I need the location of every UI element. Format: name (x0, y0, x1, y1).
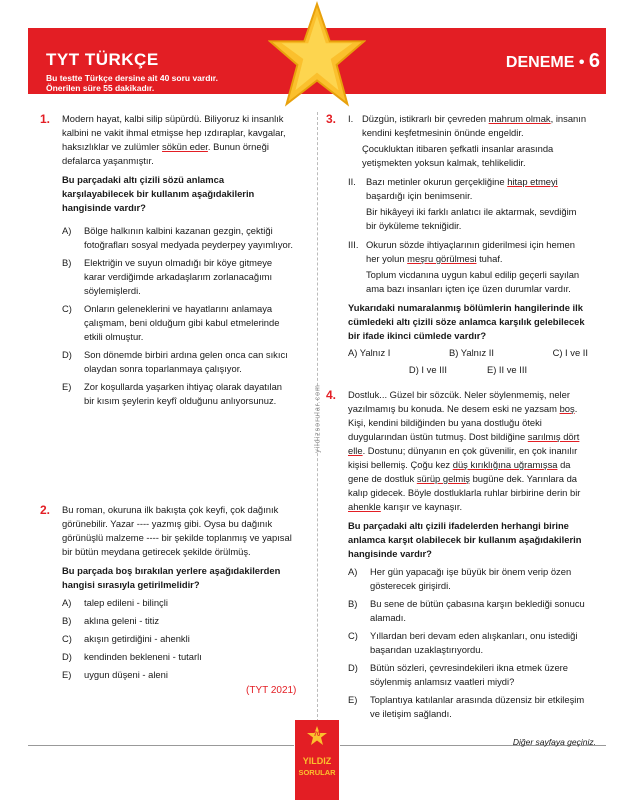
option-letter: E) (62, 669, 72, 680)
option-d[interactable] (62, 650, 294, 664)
option-letter: A) (62, 225, 72, 236)
underlined-phrase: meşru görülmesi (407, 253, 477, 264)
text-segment: Modern hayat, kalbi silip süpürdü. Biliyoruz ki insanlık kalbini ne vakit ihmal etmişse hep ızdıraplar, kavgalar, haksızlıklar ve zulümler (62, 113, 286, 152)
option-e[interactable]: E) II ve III (486, 364, 528, 375)
option-b[interactable]: B) Yalnız II (448, 347, 494, 358)
option-a[interactable]: A) Yalnız I (348, 347, 391, 358)
option-letter: A) (62, 597, 72, 608)
underlined-phrase: sürüp gelmiş (416, 473, 470, 484)
option-text: kendinden bekleneni - tutarlı (84, 651, 202, 662)
deneme-label (506, 50, 600, 73)
footer-rule-left (28, 745, 294, 746)
test-info-line1: Bu testte Türkçe dersine ait 40 soru vardır. (46, 73, 218, 83)
text-segment: da gene de dostluk (348, 459, 571, 484)
sub-sentence: Toplum vicdanına uygun kabul edilip geçerli sayılan ama bazı insanları içten içe üzen durumlar vardır. (366, 269, 580, 294)
underlined-phrase: sarılmış dört elle (348, 431, 580, 456)
side-watermark (306, 365, 328, 485)
option-text: Bütün sözleri, çevresindekileri ikna etmek üzere söylenmiş anlamsız vaatleri miydi? (370, 662, 569, 687)
question-4 (326, 388, 588, 721)
option-text: Her gün yapacağı işe büyük bir önem verip özen gösterecek girişirdi. (370, 566, 572, 591)
logo-line2: SORULAR (298, 768, 336, 777)
roman-item-3 (348, 238, 588, 296)
option-e[interactable] (348, 693, 588, 721)
question-number: 3. (326, 112, 337, 126)
sub-sentence: Çocukluktan itibaren şefkatli insanlar arasında yetişmekten yoksun kalmak, tehlikelidir. (362, 143, 554, 168)
text-segment: . Bunun örneği defalarca yaşanmıştır. (62, 141, 269, 166)
text-segment: tuhaf. (476, 253, 503, 264)
question-stem: Yukarıdaki numaralanmış bölümlerin hangilerinde ilk cümledeki altı çizili söze anlamca karşılık gelebilecek bir ifade ikinci cümlede vardır? (348, 302, 585, 341)
option-text: Bu sene de bütün çabasına karşın beklediği sonucu alamadı. (370, 598, 585, 623)
text-segment: . Dostunu; dünyanın en çok güvenilir, en çok inanılır kişisi bellemiş. Çoğu kez (348, 445, 578, 470)
logo-line1: YILDIZ (302, 756, 332, 766)
underlined-phrase: hitap etmeyi (507, 176, 558, 187)
question-number: 1. (40, 112, 51, 126)
option-c[interactable] (62, 302, 294, 344)
roman-numeral: III. (348, 239, 359, 250)
option-letter: C) (62, 303, 72, 314)
text-segment: Dostluk... Güzel bir sözcük. Neler söylenmemiş, neler yazılmamış bu konuda. Ne desem eski ne yazsam (348, 389, 570, 414)
option-letter: D) (62, 349, 72, 360)
test-info (46, 73, 306, 93)
option-c[interactable] (348, 629, 588, 657)
option-b[interactable] (348, 597, 588, 625)
option-e[interactable] (62, 380, 294, 408)
option-text: talep edileni - bilinçli (84, 597, 168, 608)
option-b[interactable] (62, 614, 294, 628)
option-c[interactable]: C) I ve II (552, 347, 588, 358)
question-1 (40, 112, 294, 408)
option-letter: E) (62, 381, 72, 392)
option-letter: D) (62, 651, 72, 662)
next-page-note: Diğer sayfaya geçiniz. (512, 737, 596, 747)
question-number: 4. (326, 388, 337, 402)
sub-sentence: Bir hikâyeyi iki farklı anlatıcı ile aktarmak, sevdiğim bir öyküleme tekniğidir. (366, 206, 577, 231)
option-text: aklına geleni - titiz (84, 615, 160, 626)
question-number: 2. (40, 503, 51, 517)
roman-item-2 (348, 175, 588, 233)
option-text: Zor koşullarda yaşarken ihtiyaç olarak dayatılan bir kısım şeylerin keyfî olduğunu anlıyorsunuz. (84, 381, 283, 406)
option-letter: D) (348, 662, 358, 673)
option-a[interactable] (62, 596, 294, 610)
question-text (62, 112, 294, 168)
option-text: Bölge halkının kalbini kazanan gezgin, çektiği fotoğrafları sosyal medyada peyderpey yayımlıyor. (84, 225, 293, 250)
question-text (348, 388, 588, 514)
deneme-dot: • (578, 54, 585, 71)
option-text: Elektriğin ve suyun olmadığı bir köye gitmeye karar verdiğimde arkadaşlarım zorlanacağımı söylemişlerdi. (84, 257, 273, 296)
question-stem: Bu parçada boş bırakılan yerlere aşağıdakilerden hangisi sırasıyla getirilmelidir? (62, 565, 281, 590)
option-letter: B) (62, 257, 72, 268)
underlined-phrase: mahrum olmak (488, 113, 551, 124)
option-letter: A) (348, 566, 358, 577)
option-text: akışın getirdiğini - ahenkli (84, 633, 190, 644)
option-d[interactable] (348, 661, 588, 689)
roman-item-1 (348, 112, 588, 170)
option-text: Yıllardan beri devam eden alışkanları, onu istediği başarıdan uzaklaştırıyordu. (370, 630, 578, 655)
logo-badge-number: 70 (313, 732, 321, 738)
star-icon (268, 0, 366, 112)
question-2 (40, 503, 294, 682)
option-c[interactable] (62, 632, 294, 646)
underlined-phrase: ahenkle (348, 501, 381, 512)
text-segment: başardığı için benimsenir. (366, 190, 473, 201)
option-text: uygun düşeni - aleni (84, 669, 168, 680)
question-3 (326, 112, 588, 377)
underlined-phrase: düş kırıklığına uğramışsa (452, 459, 558, 470)
option-a[interactable] (62, 224, 294, 252)
option-text: Toplantıya katılanlar arasında düzensiz bir etkileşim ve iletişim sağlandı. (370, 694, 585, 719)
text-segment: bugüne dek. Yarınlara da kalıp gidecek. Böyle dostluklarla ruhlar birbirine derin bir (348, 473, 581, 498)
option-letter: C) (62, 633, 72, 644)
roman-numeral: I. (348, 113, 354, 124)
deneme-text: DENEME (505, 54, 575, 71)
option-letter: C) (348, 630, 358, 641)
roman-numeral: II. (348, 176, 356, 187)
text-segment: . Kişi, kendini bildiğinden bu yana dostluğu öteki duygularından üstün tutmuş. Dost bildiğine (348, 403, 578, 442)
text-segment: Düzgün, istikrarlı bir çevreden (362, 113, 489, 124)
publisher-logo (295, 720, 339, 800)
options-row-1 (348, 346, 588, 360)
option-a[interactable] (348, 565, 588, 593)
text-segment: Bazı metinler okurun gerçekliğine (366, 176, 508, 187)
option-letter: B) (62, 615, 72, 626)
deneme-number: 6 (588, 50, 600, 72)
side-watermark-text: yildizsorular.com (314, 384, 322, 453)
option-b[interactable] (62, 256, 294, 298)
test-info-line2: Önerilen süre 55 dakikadır. (46, 83, 155, 93)
underlined-phrase: sökün eder (162, 141, 208, 152)
option-letter: B) (348, 598, 358, 609)
option-d[interactable] (62, 348, 294, 376)
options-row-2 (348, 363, 588, 377)
underlined-phrase: boş (559, 403, 575, 414)
source-citation: (TYT 2021) (246, 685, 297, 696)
question-stem: Bu parçadaki altı çizili sözü anlamca karşılayabilecek bir kullanım aşağıdakilerin hangisinde vardır? (62, 174, 255, 213)
option-d[interactable]: D) I ve III (408, 364, 447, 375)
text-segment: , insanın kendini keşfetmesinin önünde engeldir. (362, 113, 587, 138)
option-letter: E) (348, 694, 358, 705)
page-header (0, 0, 634, 112)
option-e[interactable] (62, 668, 294, 682)
text-segment: Okurun sözde ihtiyaçlarının giderilmesi için hemen her yolun (366, 239, 575, 264)
text-segment: karışır ve kaynaşır. (380, 501, 463, 512)
question-text: Bu roman, okuruna ilk bakışta çok keyfi, çok dağınık görünebilir. Yazar ---- yazmış gibi. Oysa bu dağınık görünüşlü malzeme ---- bir şekilde toplanmış ve yapısal bir bütün meydana getirecek şekilde örülmüş. (62, 504, 292, 557)
test-title: TYT TÜRKÇE (46, 50, 159, 69)
question-stem: Bu parçadaki altı çizili ifadelerden herhangi birine anlamca karşıt olabilecek bir kullanım aşağıdakilerin hangisinde vardır? (348, 520, 582, 559)
option-text: Onların geleneklerini ve hayatlarını anlamaya çalışmam, beni olduğum gibi kabul etmelerinde etkili olmuştur. (84, 303, 280, 342)
option-text: Son dönemde birbiri ardına gelen onca can sıkıcı olaydan sonra toparlanmaya çalışıyor. (84, 349, 288, 374)
